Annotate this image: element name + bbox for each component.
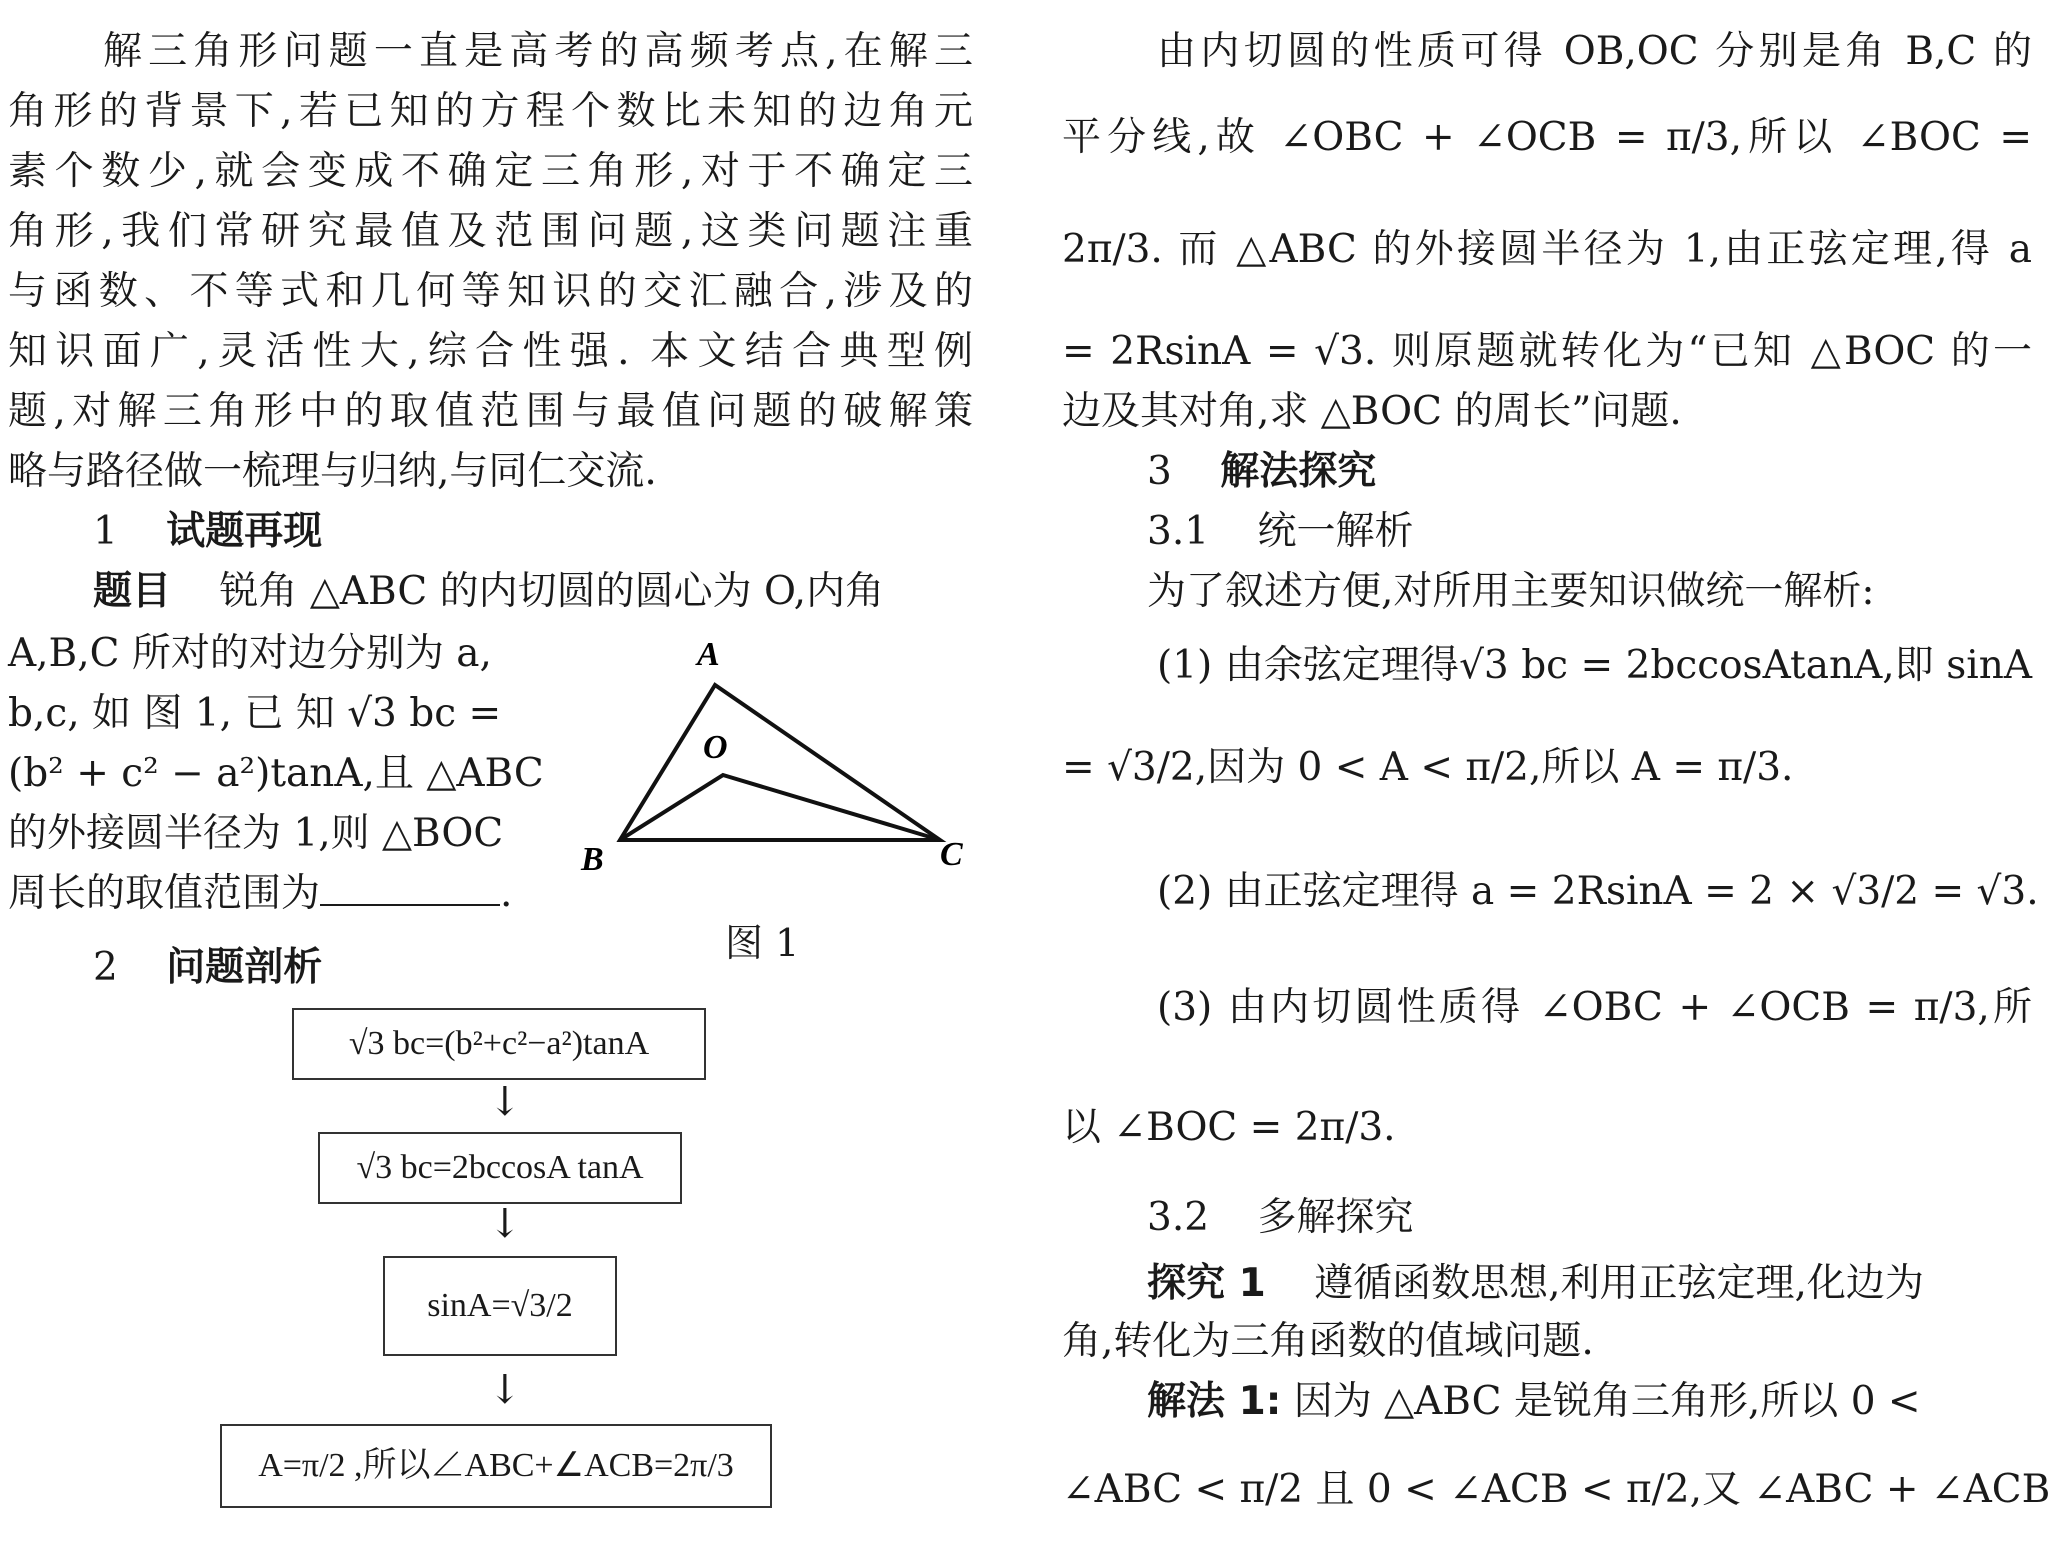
explore-label: 探究 1 [1147, 1261, 1266, 1306]
explore-1-line [1147, 1254, 2032, 1314]
text-line: 边及其对角,求 △BOC 的周长”问题. [1062, 389, 1682, 434]
subsection-heading-3-1 [1147, 502, 1413, 562]
vertex-label-b: B [581, 841, 604, 875]
figure-1-triangle [575, 630, 975, 875]
subsection-title: 统一解析 [1257, 509, 1414, 554]
text-line: 角,转化为三角函数的值域问题. [1062, 1319, 1594, 1364]
flow-box-1: √3 bc=(b²+c²−a²)tanA [292, 1008, 706, 1080]
problem-text: 锐角 △ABC 的内切圆的圆心为 O,内角 [219, 569, 885, 614]
item-1-line: = √3/2,因为 0 < A < π/2,所以 A = π/3. [1062, 745, 1794, 790]
section-heading-3 [1147, 442, 1376, 502]
text-line: 平分线,故 ∠OBC + ∠OCB = π/3,所以 ∠BOC = [1062, 115, 2032, 160]
vertex-label-c: C [940, 836, 963, 873]
intro-line: 素个数少,就会变成不确定三角形,对于不确定三 [8, 149, 973, 194]
explore-text: 遵循函数思想,利用正弦定理,化边为 [1314, 1261, 1924, 1306]
section-title: 解法探究 [1220, 449, 1377, 494]
intro-line: 与函数、不等式和几何等知识的交汇融合,涉及的 [8, 269, 973, 314]
problem-line: 周长的取值范围为 [8, 871, 321, 916]
vertex-label-a: A [697, 636, 720, 673]
intro-line: 解三角形问题一直是高考的高频考点,在解三 [103, 29, 973, 74]
section-number: 3 [1147, 449, 1172, 494]
solution-1-line [1147, 1372, 1921, 1432]
intro-line: 略与路径做一梳理与归纳,与同仁交流. [8, 449, 657, 494]
problem-line: (b² + c² − a²)tanA,且 △ABC [8, 751, 544, 796]
subsection-number: 3.1 [1147, 509, 1210, 554]
problem-last-line [8, 864, 512, 924]
text-line: 由内切圆的性质可得 OB,OC 分别是角 B,C 的 [1157, 29, 2032, 74]
problem-first-line [93, 562, 973, 622]
triangle-abc [620, 685, 940, 840]
subsection-heading-3-2 [1147, 1188, 1413, 1248]
intro-line: 知识面广,灵活性大,综合性强. 本文结合典型例 [8, 329, 973, 374]
text-line: ∠ABC < π/2 且 0 < ∠ACB < π/2,又 ∠ABC + ∠ACB [1062, 1467, 2051, 1512]
text-line: = 2RsinA = √3. 则原题就转化为“已知 △BOC 的一 [1062, 329, 2032, 374]
item-3-line: 以 ∠BOC = 2π/3. [1062, 1105, 1396, 1150]
item-2-line: (2) 由正弦定理得 a = 2RsinA = 2 × √3/2 = √3. [1157, 869, 2039, 914]
item-3-line: (3) 由内切圆性质得 ∠OBC + ∠OCB = π/3,所 [1157, 985, 2032, 1030]
section-heading-1 [93, 502, 322, 562]
section-title: 问题剖析 [166, 945, 323, 990]
flow-box-3: sinA=√3/2 [383, 1256, 617, 1356]
problem-line: b,c, 如 图 1, 已 知 √3 bc = [8, 691, 502, 736]
incenter-label-o: O [703, 729, 728, 766]
problem-end: . [500, 871, 513, 916]
flow-arrow: ↓ [488, 1201, 522, 1247]
subsection-number: 3.2 [1147, 1195, 1210, 1240]
solution-text: 因为 △ABC 是锐角三角形,所以 0 < [1293, 1379, 1921, 1424]
intro-line: 题,对解三角形中的取值范围与最值问题的破解策 [8, 389, 973, 434]
subsection-title: 多解探究 [1257, 1195, 1414, 1240]
intro-line: 角形,我们常研究最值及范围问题,这类问题注重 [8, 209, 973, 254]
problem-line: 的外接圆半径为 1,则 △BOC [8, 811, 504, 856]
problem-label: 题目 [93, 569, 172, 614]
problem-line: A,B,C 所对的对边分别为 a, [8, 631, 492, 676]
flow-arrow: ↓ [488, 1367, 522, 1413]
flow-box-4: A=π/2 ,所以∠ABC+∠ACB=2π/3 [220, 1424, 772, 1508]
section-title: 试题再现 [166, 509, 323, 554]
section-number: 1 [93, 509, 118, 554]
section-heading-2 [93, 938, 322, 998]
flow-box-2: √3 bc=2bccosA tanA [318, 1132, 682, 1204]
flow-arrow: ↓ [488, 1079, 522, 1125]
text-line: 2π/3. 而 △ABC 的外接圆半径为 1,由正弦定理,得 a [1062, 227, 2032, 272]
answer-blank [320, 866, 500, 906]
solution-label: 解法 1: [1147, 1379, 1282, 1424]
item-1-line: (1) 由余弦定理得√3 bc = 2bccosAtanA,即 sinA [1157, 643, 2032, 688]
intro-line: 角形的背景下,若已知的方程个数比未知的边角元 [8, 89, 973, 134]
figure-1-caption: 图 1 [725, 921, 800, 965]
text-line: 为了叙述方便,对所用主要知识做统一解析: [1147, 569, 1875, 614]
section-number: 2 [93, 945, 118, 990]
